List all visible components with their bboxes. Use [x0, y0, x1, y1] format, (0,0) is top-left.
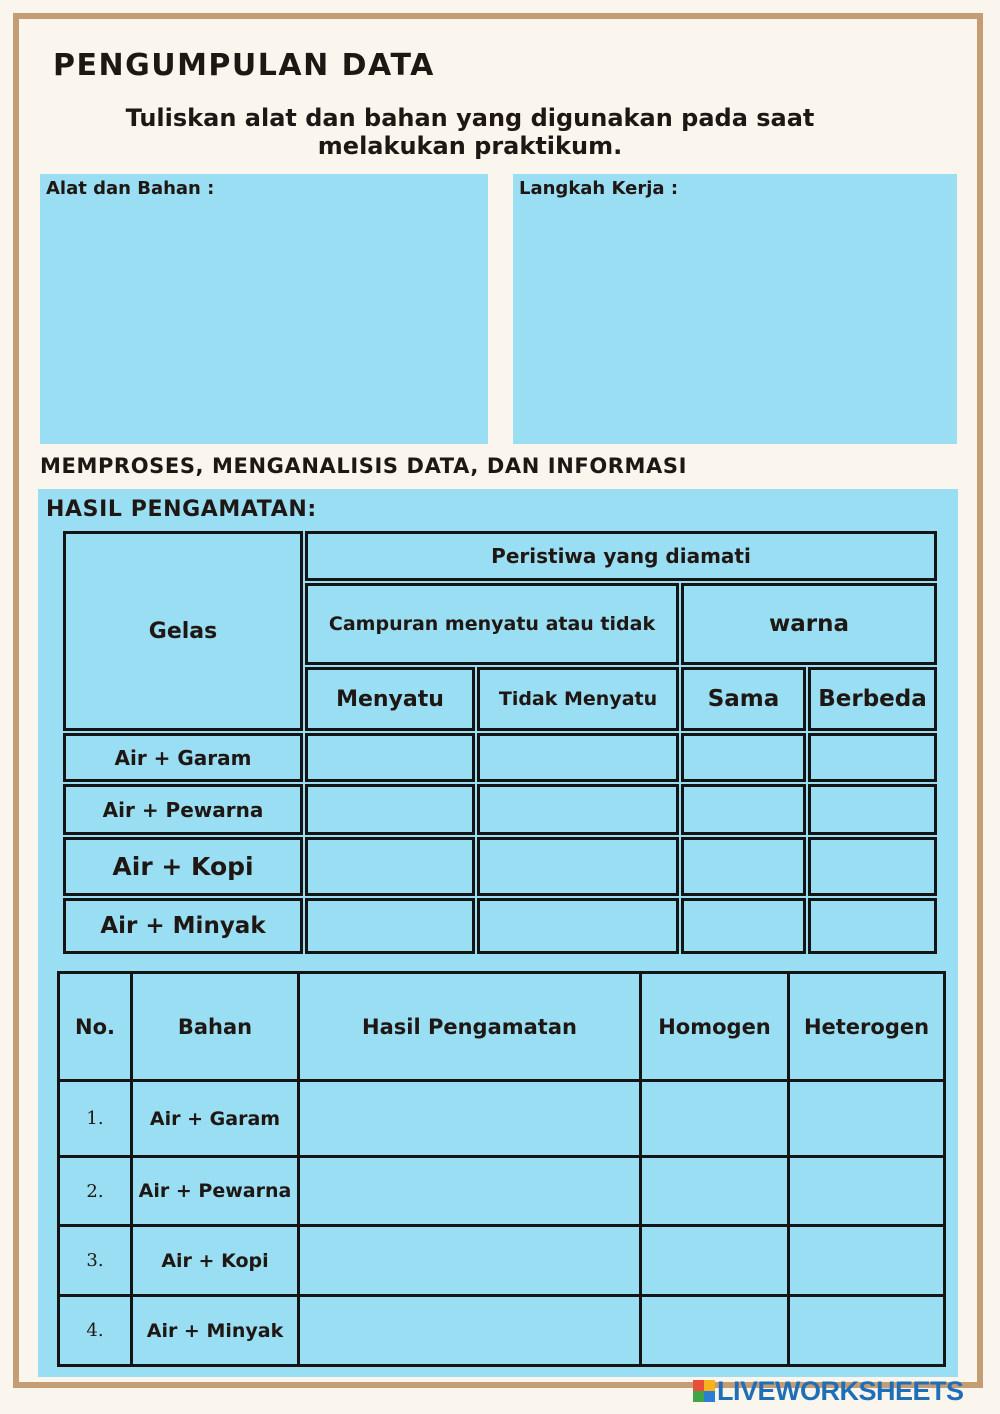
- panel-heading: HASIL PENGAMATAN:: [46, 497, 317, 522]
- hasil-pengamatan-cell[interactable]: [299, 1296, 641, 1366]
- row-number: 3.: [59, 1226, 132, 1296]
- row-bahan: Air + Garam: [132, 1081, 299, 1157]
- instruction-line-1: Tuliskan alat dan bahan yang digunakan pada saat: [125, 104, 815, 132]
- table-row: [59, 1296, 945, 1366]
- cell-berbeda-2[interactable]: [808, 784, 937, 835]
- table-row: [59, 1226, 945, 1296]
- row-bahan: Air + Minyak: [132, 1296, 299, 1366]
- header-peristiwa: Peristiwa yang diamati: [305, 531, 937, 581]
- cell-menyatu-1[interactable]: [305, 733, 475, 782]
- cell-tidak-menyatu-1[interactable]: [477, 733, 679, 782]
- cell-berbeda-1[interactable]: [808, 733, 937, 782]
- header-no: No.: [59, 973, 132, 1081]
- cell-menyatu-2[interactable]: [305, 784, 475, 835]
- cell-menyatu-3[interactable]: [305, 837, 475, 896]
- heterogen-cell[interactable]: [789, 1081, 945, 1157]
- cell-menyatu-4[interactable]: [305, 898, 475, 954]
- page-title: PENGUMPULAN DATA: [53, 48, 435, 83]
- langkah-kerja-label: Langkah Kerja :: [519, 178, 679, 199]
- row-label-4: Air + Minyak: [63, 898, 303, 954]
- alat-bahan-box[interactable]: [40, 174, 488, 444]
- header-bahan: Bahan: [132, 973, 299, 1081]
- instruction-line-2: melakukan praktikum.: [317, 132, 623, 160]
- cell-tidak-menyatu-2[interactable]: [477, 784, 679, 835]
- header-sama: Sama: [681, 667, 806, 731]
- header-homogen: Homogen: [641, 973, 789, 1081]
- homogen-cell[interactable]: [641, 1081, 789, 1157]
- hasil-pengamatan-cell[interactable]: [299, 1157, 641, 1226]
- alat-bahan-label: Alat dan Bahan :: [46, 178, 215, 199]
- header-tidak-menyatu: Tidak Menyatu: [477, 667, 679, 731]
- langkah-kerja-box[interactable]: [513, 174, 957, 444]
- row-number: 1.: [59, 1081, 132, 1157]
- row-label-1: Air + Garam: [63, 733, 303, 782]
- liveworksheets-watermark: [693, 1376, 964, 1406]
- header-campuran: Campuran menyatu atau tidak: [305, 583, 679, 665]
- header-menyatu: Menyatu: [305, 667, 475, 731]
- row-bahan: Air + Kopi: [132, 1226, 299, 1296]
- hasil-pengamatan-cell[interactable]: [299, 1226, 641, 1296]
- row-number: 4.: [59, 1296, 132, 1366]
- classification-table: [57, 971, 946, 1367]
- section-heading: MEMPROSES, MENGANALISIS DATA, DAN INFORMASI: [40, 454, 688, 478]
- row-number: 2.: [59, 1157, 132, 1226]
- table-row: [59, 1081, 945, 1157]
- cell-berbeda-4[interactable]: [808, 898, 937, 954]
- homogen-cell[interactable]: [641, 1157, 789, 1226]
- cell-sama-4[interactable]: [681, 898, 806, 954]
- header-hasil-pengamatan: Hasil Pengamatan: [299, 973, 641, 1081]
- heterogen-cell[interactable]: [789, 1226, 945, 1296]
- header-warna: warna: [681, 583, 937, 665]
- cell-sama-3[interactable]: [681, 837, 806, 896]
- header-berbeda: Berbeda: [808, 667, 937, 731]
- instruction-text: [120, 104, 820, 160]
- table-header-row: [59, 973, 945, 1081]
- table-row: [59, 1157, 945, 1226]
- liveworksheets-logo-icon: [693, 1380, 715, 1402]
- cell-sama-1[interactable]: [681, 733, 806, 782]
- cell-tidak-menyatu-3[interactable]: [477, 837, 679, 896]
- homogen-cell[interactable]: [641, 1296, 789, 1366]
- heterogen-cell[interactable]: [789, 1296, 945, 1366]
- cell-tidak-menyatu-4[interactable]: [477, 898, 679, 954]
- row-label-2: Air + Pewarna: [63, 784, 303, 835]
- heterogen-cell[interactable]: [789, 1157, 945, 1226]
- homogen-cell[interactable]: [641, 1226, 789, 1296]
- cell-berbeda-3[interactable]: [808, 837, 937, 896]
- header-heterogen: Heterogen: [789, 973, 945, 1081]
- cell-sama-2[interactable]: [681, 784, 806, 835]
- row-bahan: Air + Pewarna: [132, 1157, 299, 1226]
- hasil-pengamatan-cell[interactable]: [299, 1081, 641, 1157]
- watermark-text: LIVEWORKSHEETS: [717, 1375, 964, 1406]
- row-label-3: Air + Kopi: [63, 837, 303, 896]
- header-gelas: Gelas: [63, 531, 303, 731]
